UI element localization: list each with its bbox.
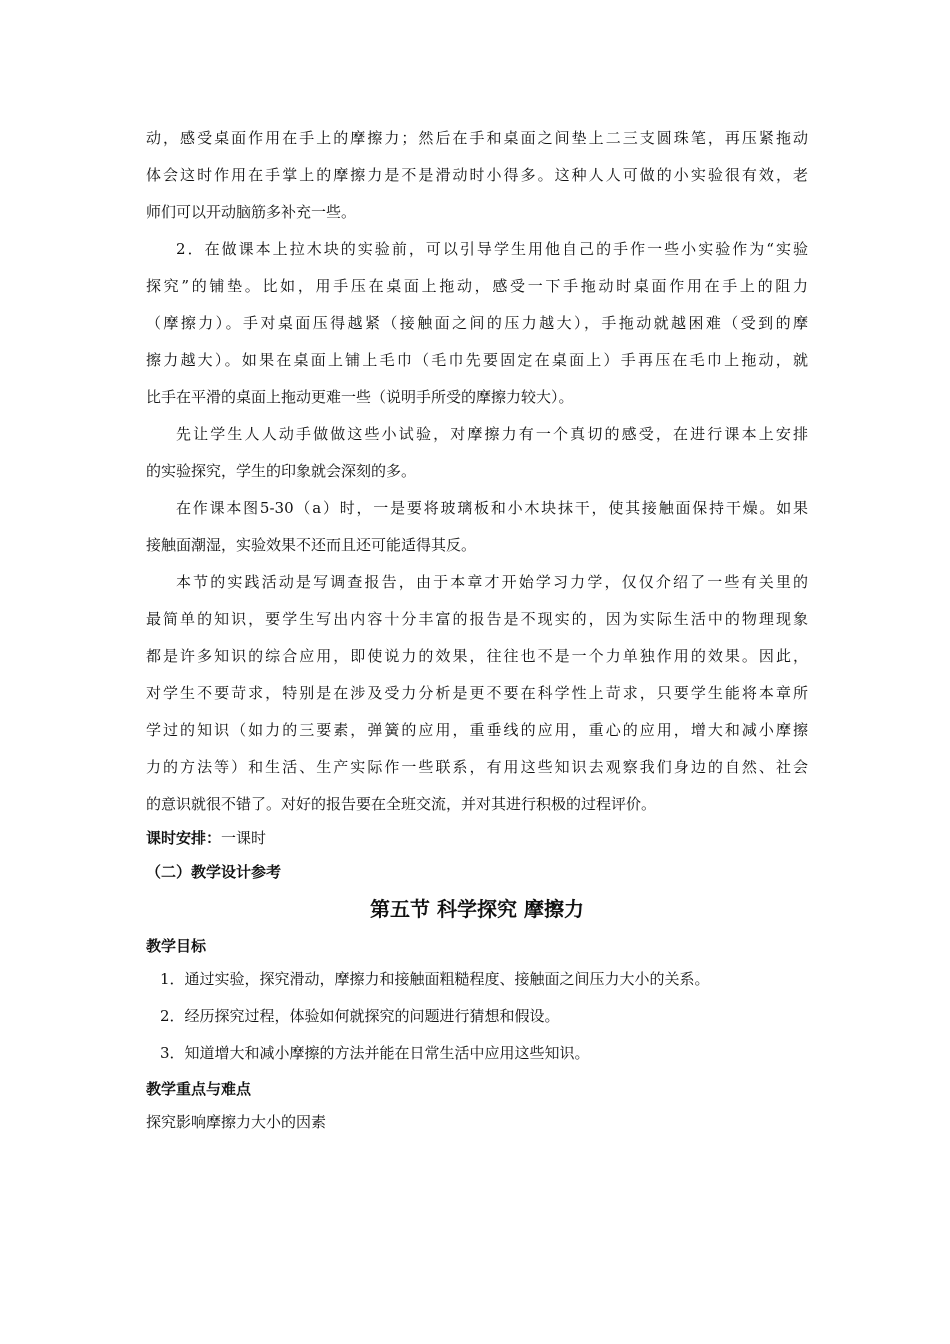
text-line: 体会这时作用在手掌上的摩擦力是不是滑动时小得多。这种人人可做的小实验很有效，老 [146, 166, 808, 184]
key-points-text: 探究影响摩擦力大小的因素 [146, 1113, 327, 1131]
paragraph [146, 416, 808, 490]
text-line: 本节的实践活动是写调查报告，由于本章才开始学习力学，仅仅介绍了一些有关里的 [176, 573, 808, 591]
section-title: 第五节 科学探究 摩擦力 [370, 897, 584, 921]
text-line: 接触面潮湿，实验效果不还而且还可能适得其反。 [146, 536, 477, 554]
goals-heading: 教学目标 [146, 937, 207, 955]
goal-item: 1．通过实验，探究滑动，摩擦力和接触面粗糙程度、接触面之间压力大小的关系。 [160, 970, 710, 988]
text-line: 力的方法等）和生活、生产实际作一些联系，有用这些知识去观察我们身边的自然、社会 [146, 758, 808, 776]
goal-item: 2．经历探究过程，体验如何就探究的问题进行猜想和假设。 [160, 1007, 560, 1025]
paragraph [146, 564, 808, 823]
schedule-label: 课时安排： [146, 829, 222, 847]
text-line: 2．在做课本上拉木块的实验前，可以引导学生用他自己的手作一些小实验作为“实验 [176, 240, 808, 258]
document-page [146, 120, 808, 1141]
paragraph [146, 231, 808, 416]
text-line: 的意识就很不错了。对好的报告要在全班交流，并对其进行积极的过程评价。 [146, 795, 657, 813]
text-line: 在作课本图5-30（a）时，一是要将玻璃板和小木块抹干，使其接触面保持干燥。如果 [176, 499, 808, 517]
goals-list [146, 961, 808, 1072]
text-line: 都是许多知识的综合应用，即使说力的效果，往往也不是一个力单独作用的效果。因此， [146, 647, 808, 665]
text-line: 的实验探究，学生的印象就会深刻的多。 [146, 462, 417, 480]
text-line: 对学生不要苛求，特别是在涉及受力分析是更不要在科学性上苛求，只要学生能将本章所 [146, 684, 808, 702]
schedule-line [146, 823, 808, 853]
text-line: 动，感受桌面作用在手上的摩擦力；然后在手和桌面之间垫上二三支圆珠笔，再压紧拖动 [146, 129, 808, 147]
text-line: 探究”的铺垫。比如，用手压在桌面上拖动，感受一下手拖动时桌面作用在手上的阻力 [146, 277, 808, 295]
text-line: （摩擦力）。手对桌面压得越紧（接触面之间的压力越大），手拖动就越困难（受到的摩 [146, 314, 808, 332]
text-line: 师们可以开动脑筋多补充一些。 [146, 203, 357, 221]
schedule-value: 一课时 [221, 829, 267, 847]
goal-item: 3．知道增大和减小摩擦的方法并能在日常生活中应用这些知识。 [160, 1044, 590, 1062]
text-line: 先让学生人人动手做做这些小试验，对摩擦力有一个真切的感受，在进行课本上安排 [176, 425, 808, 443]
key-points-heading: 教学重点与难点 [146, 1080, 252, 1098]
paragraph [146, 120, 808, 231]
text-line: 擦力越大）。如果在桌面上铺上毛巾（毛巾先要固定在桌面上）手再压在毛巾上拖动，就 [146, 351, 808, 369]
text-line: 比手在平滑的桌面上拖动更难一些（说明手所受的摩擦力较大）。 [146, 388, 574, 406]
text-line: 学过的知识（如力的三要素，弹簧的应用，重垂线的应用，重心的应用，增大和减小摩擦 [146, 721, 808, 739]
paragraph [146, 490, 808, 564]
text-line: 最简单的知识，要学生写出内容十分丰富的报告是不现实的，因为实际生活中的物理现象 [146, 610, 808, 628]
design-heading: （二）教学设计参考 [146, 863, 282, 881]
